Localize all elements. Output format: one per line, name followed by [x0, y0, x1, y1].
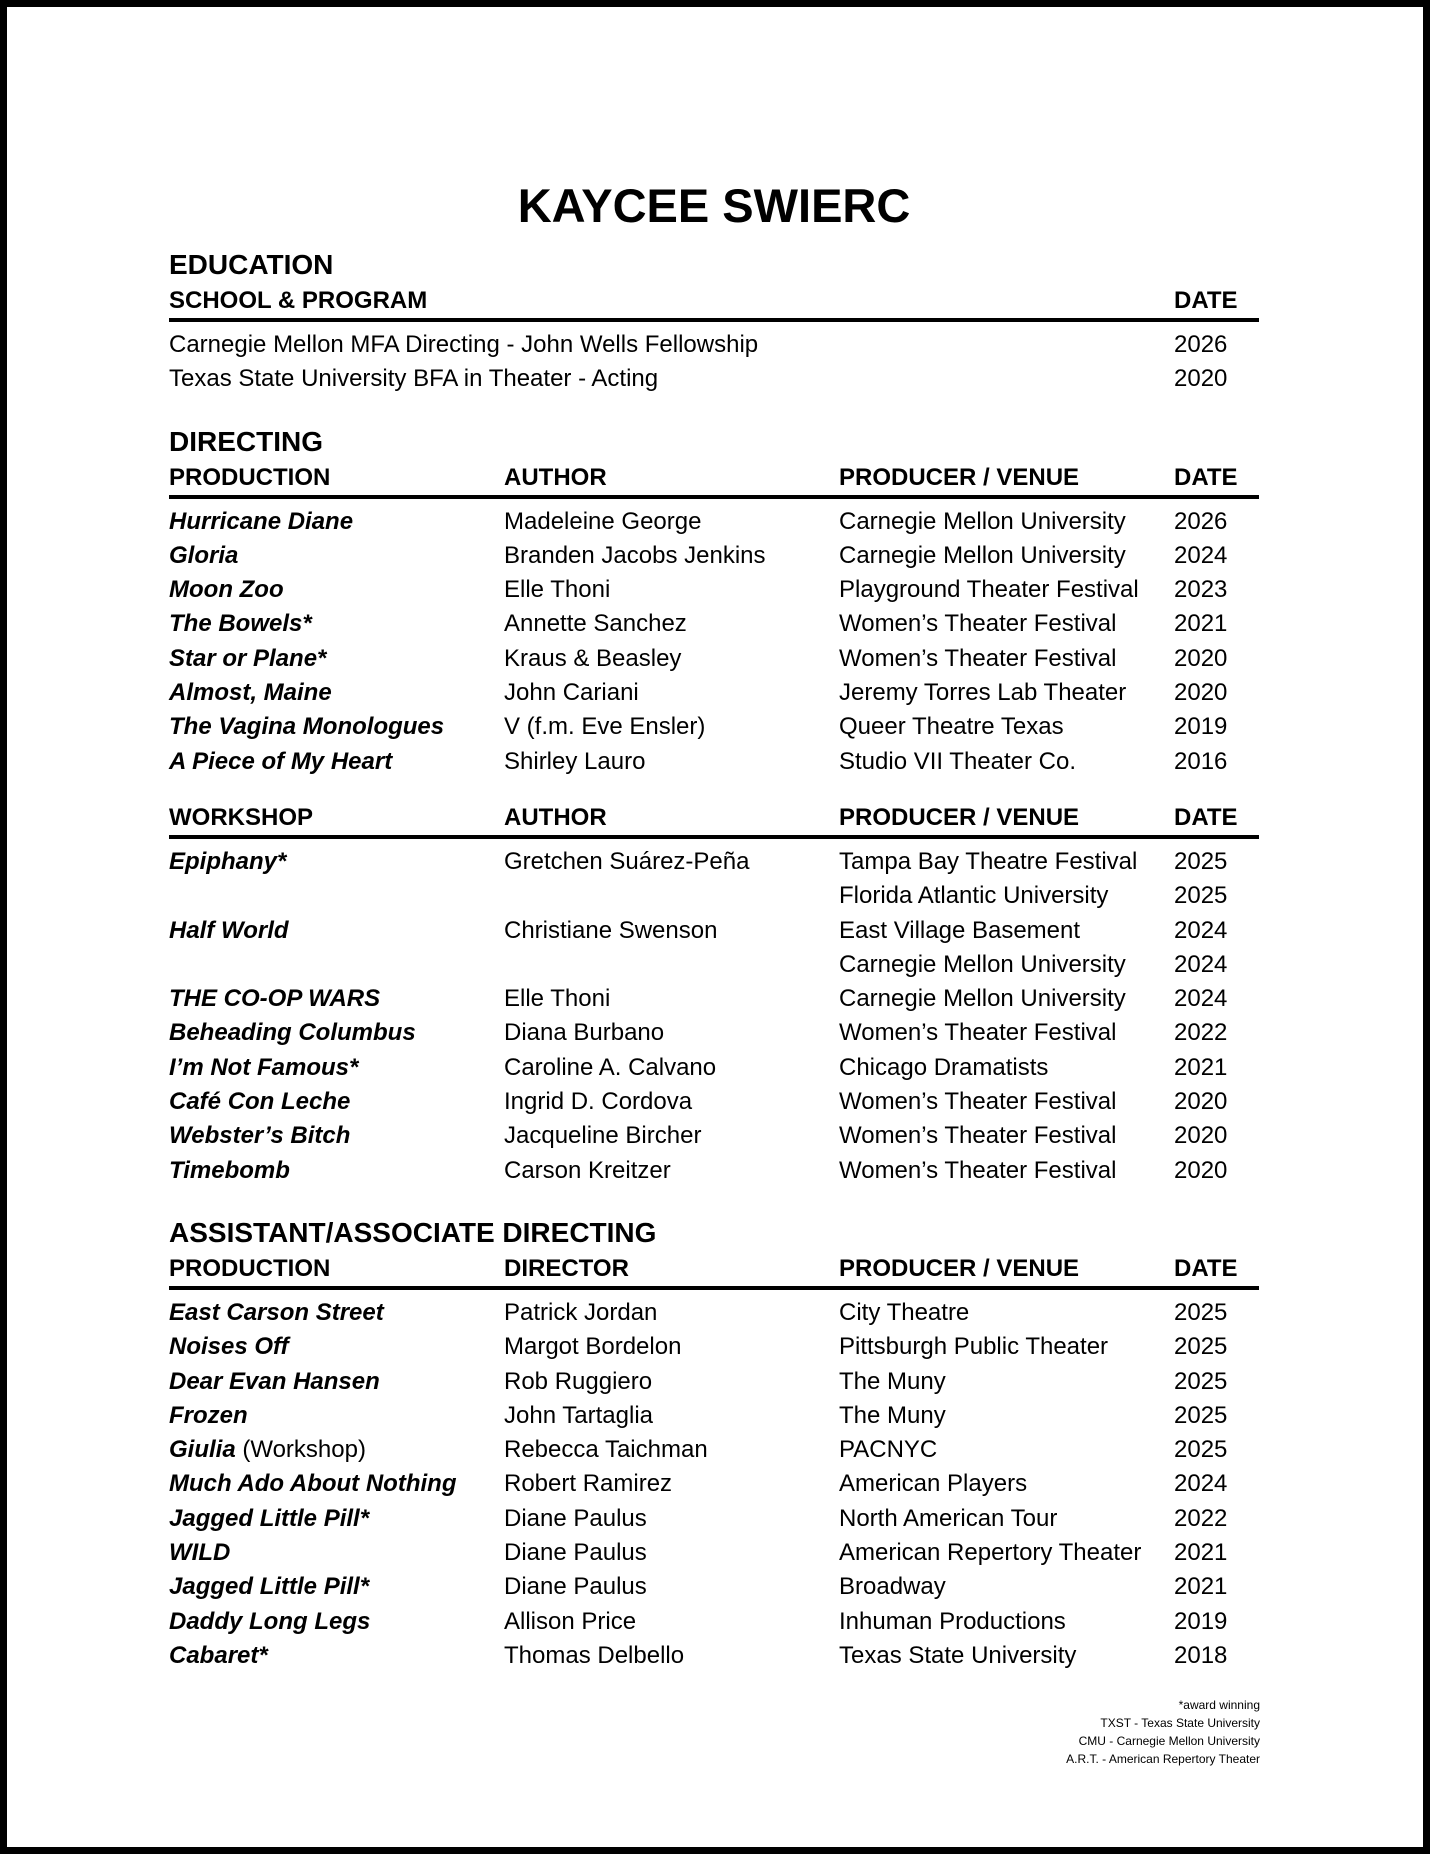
date: 2018 — [1174, 1641, 1228, 1669]
producer-venue: The Muny — [839, 1401, 946, 1429]
date: 2021 — [1174, 1573, 1228, 1601]
date: 2016 — [1174, 747, 1228, 775]
producer-venue: Carnegie Mellon University — [839, 507, 1126, 535]
education-header — [169, 284, 1259, 318]
assistant-rows — [169, 1296, 1259, 1673]
header-workshop: WORKSHOP — [169, 803, 313, 831]
producer-venue: Carnegie Mellon University — [839, 541, 1126, 569]
header-producer-venue: PRODUCER / VENUE — [839, 803, 1080, 831]
workshop-section — [169, 801, 1259, 1188]
resume-name: KAYCEE SWIERC — [517, 179, 911, 232]
assistant-row — [169, 1570, 1259, 1604]
workshop-row — [169, 982, 1259, 1016]
production-title: Cabaret* — [169, 1641, 268, 1669]
education-row — [169, 328, 1259, 362]
header-date: DATE — [1174, 1254, 1238, 1282]
production-cell — [169, 1296, 384, 1330]
producer-venue: North American Tour — [839, 1504, 1058, 1532]
production-cell — [169, 1570, 369, 1604]
producer-venue: The Muny — [839, 1367, 946, 1395]
workshop-row — [169, 879, 1259, 913]
producer-venue: Studio VII Theater Co. — [839, 747, 1077, 775]
date: 2025 — [1174, 1298, 1228, 1326]
header-date: DATE — [1174, 463, 1238, 491]
date: 2024 — [1174, 1470, 1228, 1498]
author: Diana Burbano — [504, 1019, 665, 1047]
workshop-row — [169, 1154, 1259, 1188]
author: John Cariani — [504, 679, 639, 707]
producer-venue: Broadway — [839, 1573, 946, 1601]
header-production: PRODUCTION — [169, 1254, 331, 1282]
directing-row — [169, 607, 1259, 641]
footnote-line: A.R.T. - American Repertory Theater — [1066, 1752, 1260, 1766]
director: John Tartaglia — [504, 1401, 653, 1429]
producer-venue: American Players — [839, 1470, 1028, 1498]
date: 2021 — [1174, 610, 1228, 638]
production-cell — [169, 1365, 380, 1399]
producer-venue: Women’s Theater Festival — [839, 1088, 1117, 1116]
directing-rows — [169, 505, 1259, 779]
date: 2020 — [1174, 365, 1228, 393]
education-title: EDUCATION — [169, 249, 334, 280]
producer-venue: Women’s Theater Festival — [839, 644, 1117, 672]
footnotes — [1066, 1696, 1260, 1768]
production-title: Much Ado About Nothing — [169, 1470, 457, 1498]
directing-rule — [169, 495, 1259, 499]
author: Annette Sanchez — [504, 610, 687, 638]
author: Madeleine George — [504, 507, 702, 535]
producer-venue: Carnegie Mellon University — [839, 985, 1126, 1013]
header-school-program: SCHOOL & PROGRAM — [169, 287, 428, 314]
production-title: Noises Off — [169, 1333, 289, 1361]
director: Diane Paulus — [504, 1504, 647, 1532]
director: Patrick Jordan — [504, 1298, 658, 1326]
education-section — [169, 246, 1259, 397]
production-cell — [169, 1330, 289, 1364]
producer-venue: Texas State University — [839, 1641, 1077, 1669]
header-production: PRODUCTION — [169, 463, 331, 491]
date: 2025 — [1174, 882, 1228, 910]
assistant-row — [169, 1536, 1259, 1570]
header-date: DATE — [1174, 287, 1238, 314]
directing-header — [169, 461, 1259, 495]
workshop-title: Epiphany* — [169, 847, 287, 875]
workshop-title: Café Con Leche — [169, 1088, 351, 1116]
workshop-title: Webster’s Bitch — [169, 1122, 351, 1150]
producer-venue: City Theatre — [839, 1298, 970, 1326]
director: Margot Bordelon — [504, 1333, 682, 1361]
education-rows — [169, 328, 1259, 397]
production-title: Star or Plane* — [169, 644, 327, 672]
assistant-row — [169, 1605, 1259, 1639]
resume — [169, 178, 1259, 1673]
assistant-row — [169, 1365, 1259, 1399]
production-cell — [169, 1467, 456, 1501]
directing-row — [169, 539, 1259, 573]
footnote-line: CMU - Carnegie Mellon University — [1078, 1734, 1260, 1748]
author: Kraus & Beasley — [504, 644, 682, 672]
date: 2025 — [1174, 1367, 1228, 1395]
date: 2020 — [1174, 1088, 1228, 1116]
date: 2022 — [1174, 1019, 1228, 1047]
date: 2020 — [1174, 1156, 1228, 1184]
author: Elle Thoni — [504, 985, 611, 1013]
production-cell — [169, 1433, 366, 1467]
assistant-title: ASSISTANT/ASSOCIATE DIRECTING — [169, 1216, 657, 1248]
header-director: DIRECTOR — [504, 1254, 629, 1282]
assistant-row — [169, 1433, 1259, 1467]
directing-row — [169, 573, 1259, 607]
author: Branden Jacobs Jenkins — [504, 541, 766, 569]
producer-venue: Women’s Theater Festival — [839, 1019, 1117, 1047]
producer-venue: Pittsburgh Public Theater — [839, 1333, 1109, 1361]
education-row — [169, 362, 1259, 396]
author: Ingrid D. Cordova — [504, 1088, 693, 1116]
producer-venue: Tampa Bay Theatre Festival — [839, 847, 1138, 875]
director: Robert Ramirez — [504, 1470, 673, 1498]
assistant-row — [169, 1399, 1259, 1433]
production-title: East Carson Street — [169, 1298, 384, 1326]
director: Rob Ruggiero — [504, 1367, 653, 1395]
assistant-row — [169, 1296, 1259, 1330]
production-title: Almost, Maine — [169, 679, 332, 707]
school-program: Carnegie Mellon MFA Directing - John Wells Fellowship — [169, 331, 759, 358]
production-cell — [169, 1399, 248, 1433]
author: Jacqueline Bircher — [504, 1122, 702, 1150]
assistant-row — [169, 1467, 1259, 1501]
date: 2026 — [1174, 507, 1228, 535]
workshop-title: THE CO-OP WARS — [169, 985, 381, 1013]
header-author: AUTHOR — [504, 463, 607, 491]
directing-section — [169, 423, 1259, 779]
header-producer-venue: PRODUCER / VENUE — [839, 463, 1080, 491]
date: 2019 — [1174, 713, 1228, 741]
producer-venue: Women’s Theater Festival — [839, 1122, 1117, 1150]
footnote-line: TXST - Texas State University — [1100, 1716, 1260, 1730]
production-note: (Workshop) — [235, 1436, 366, 1464]
director: Allison Price — [504, 1607, 637, 1635]
workshop-row — [169, 948, 1259, 982]
production-cell — [169, 1502, 369, 1536]
directing-title: DIRECTING — [169, 425, 323, 457]
assistant-row — [169, 1502, 1259, 1536]
producer-venue: Women’s Theater Festival — [839, 610, 1117, 638]
producer-venue: Queer Theatre Texas — [839, 713, 1064, 741]
date: 2025 — [1174, 847, 1228, 875]
workshop-title: I’m Not Famous* — [169, 1053, 359, 1081]
assistant-row — [169, 1639, 1259, 1673]
production-title: Jagged Little Pill* — [169, 1504, 370, 1532]
author: Christiane Swenson — [504, 916, 718, 944]
author: Gretchen Suárez-Peña — [504, 847, 750, 875]
date: 2025 — [1174, 1436, 1228, 1464]
header-producer-venue: PRODUCER / VENUE — [839, 1254, 1080, 1282]
producer-venue: East Village Basement — [839, 916, 1081, 944]
production-title: Frozen — [169, 1401, 248, 1429]
date: 2024 — [1174, 916, 1228, 944]
production-title: Giulia — [169, 1436, 236, 1464]
workshop-header — [169, 801, 1259, 835]
workshop-row — [169, 914, 1259, 948]
directing-row — [169, 505, 1259, 539]
producer-venue: Inhuman Productions — [839, 1607, 1066, 1635]
production-title: Hurricane Diane — [169, 507, 354, 535]
date: 2019 — [1174, 1607, 1228, 1635]
date: 2024 — [1174, 985, 1228, 1013]
production-title: WILD — [169, 1539, 231, 1567]
workshop-row — [169, 1119, 1259, 1153]
date: 2024 — [1174, 541, 1228, 569]
producer-venue: Florida Atlantic University — [839, 882, 1109, 910]
production-title: The Bowels* — [169, 610, 312, 638]
producer-venue: Chicago Dramatists — [839, 1053, 1049, 1081]
producer-venue: PACNYC — [839, 1436, 938, 1464]
producer-venue: Jeremy Torres Lab Theater — [839, 679, 1127, 707]
date: 2020 — [1174, 1122, 1228, 1150]
workshop-rule — [169, 835, 1259, 839]
date: 2025 — [1174, 1333, 1228, 1361]
author: V (f.m. Eve Ensler) — [504, 713, 706, 741]
production-title: Gloria — [169, 541, 239, 569]
producer-venue: Carnegie Mellon University — [839, 950, 1126, 978]
workshop-title: Beheading Columbus — [169, 1019, 416, 1047]
production-cell — [169, 1639, 268, 1673]
author: Shirley Lauro — [504, 747, 646, 775]
director: Diane Paulus — [504, 1573, 647, 1601]
author: Carson Kreitzer — [504, 1156, 671, 1184]
date: 2026 — [1174, 331, 1228, 358]
assistant-rule — [169, 1286, 1259, 1290]
assistant-section — [169, 1214, 1259, 1673]
date: 2024 — [1174, 950, 1228, 978]
production-title: Dear Evan Hansen — [169, 1367, 380, 1395]
date: 2022 — [1174, 1504, 1228, 1532]
footnote-line: *award winning — [1178, 1698, 1260, 1712]
date: 2021 — [1174, 1053, 1228, 1081]
assistant-row — [169, 1330, 1259, 1364]
director: Thomas Delbello — [504, 1641, 685, 1669]
directing-row — [169, 676, 1259, 710]
producer-venue: American Repertory Theater — [839, 1539, 1142, 1567]
header-date: DATE — [1174, 803, 1238, 831]
workshop-row — [169, 1085, 1259, 1119]
date: 2023 — [1174, 576, 1228, 604]
author: Elle Thoni — [504, 576, 611, 604]
workshop-row — [169, 845, 1259, 879]
production-title: Moon Zoo — [169, 576, 284, 604]
school-program: Texas State University BFA in Theater - Acting — [169, 365, 659, 393]
producer-venue: Women’s Theater Festival — [839, 1156, 1117, 1184]
assistant-header — [169, 1252, 1259, 1286]
education-rule — [169, 318, 1259, 322]
date: 2025 — [1174, 1401, 1228, 1429]
date: 2020 — [1174, 679, 1228, 707]
header-author: AUTHOR — [504, 803, 607, 831]
workshop-row — [169, 1016, 1259, 1050]
author: Caroline A. Calvano — [504, 1053, 717, 1081]
production-title: Daddy Long Legs — [169, 1607, 371, 1635]
production-cell — [169, 1536, 230, 1570]
date: 2020 — [1174, 644, 1228, 672]
director: Rebecca Taichman — [504, 1436, 708, 1464]
production-cell — [169, 1605, 370, 1639]
directing-row — [169, 642, 1259, 676]
workshop-title: Timebomb — [169, 1156, 290, 1184]
director: Diane Paulus — [504, 1539, 647, 1567]
directing-row — [169, 710, 1259, 744]
producer-venue: Playground Theater Festival — [839, 576, 1139, 604]
workshop-title: Half World — [169, 916, 289, 944]
production-title: A Piece of My Heart — [169, 747, 393, 775]
workshop-rows — [169, 845, 1259, 1188]
production-title: Jagged Little Pill* — [169, 1573, 370, 1601]
production-title: The Vagina Monologues — [169, 713, 445, 741]
workshop-row — [169, 1051, 1259, 1085]
date: 2021 — [1174, 1539, 1228, 1567]
directing-row — [169, 745, 1259, 779]
